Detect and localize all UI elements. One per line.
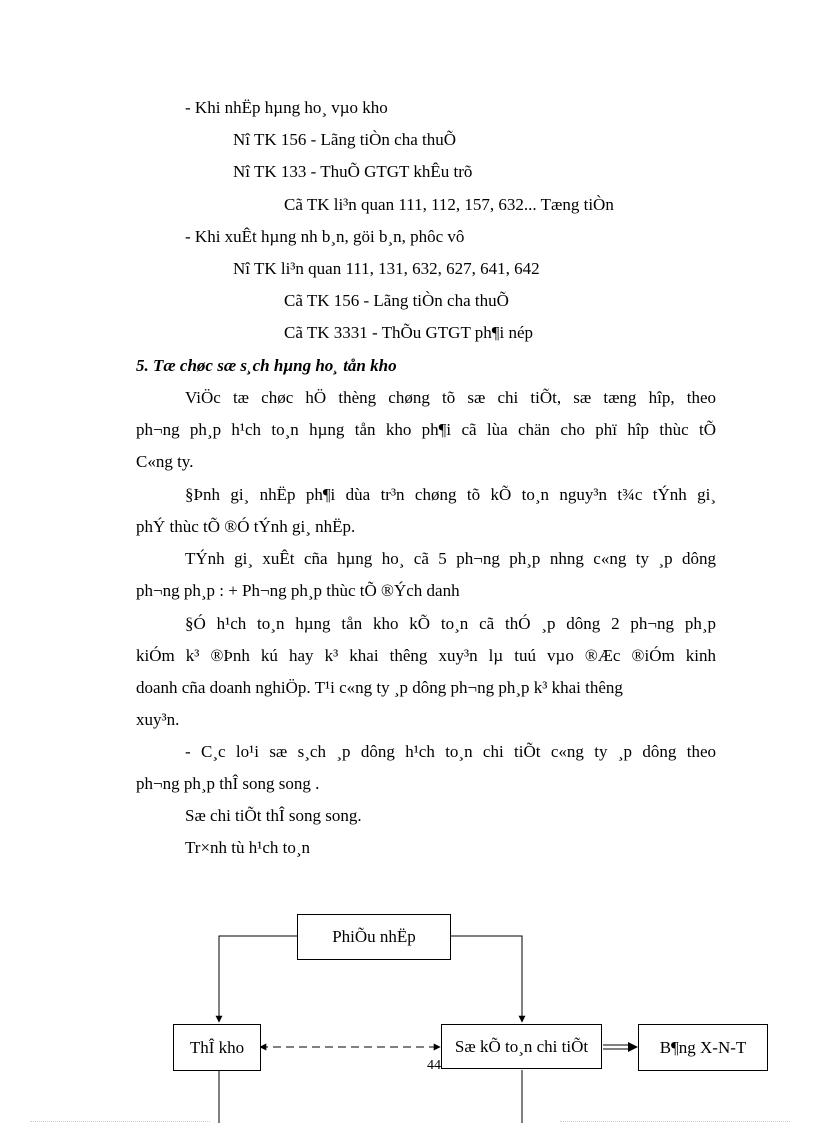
import-entry-intro: - Khi nhËp hµng ho¸ vµo kho	[185, 98, 388, 117]
diagram-node-the-kho: ThÎ kho	[173, 1024, 261, 1071]
paragraph-5-line-1: - C¸c lo¹i sæ s¸ch ¸p dông h¹ch to¸n chi tiÕt c«ng ty ¸p dông theo	[185, 742, 716, 761]
footer-rule-right	[560, 1121, 790, 1122]
paragraph-4-line-2: kiÓm k³ ®Þnh kú hay k³ khai thêng xuy³n lµ tuú vµo ®Æc ®iÓm kinh	[136, 646, 716, 665]
paragraph-5-line-2: ph¬ng ph¸p thÎ song song .	[136, 774, 320, 793]
paragraph-1-line-1: ViÖc tæ chøc hÖ thèng chøng tõ sæ chi tiÕt, sæ tæng hîp, theo	[185, 388, 716, 407]
paragraph-6-line-1: Sæ chi tiÕt thÎ song song.	[185, 806, 362, 825]
import-debit-line-2: Nî TK 133 - ThuÕ GTGT khÊu trõ	[233, 162, 473, 181]
paragraph-4-line-3: doanh cña doanh nghiÖp. T¹i c«ng ty ¸p dông ph¬ng ph¸p k³ khai thêng	[136, 678, 623, 697]
arrow-phieu-nhap-to-so-ke-toan	[449, 936, 522, 1022]
diagram-node-bang-xnt: B¶ng X-N-T	[638, 1024, 768, 1071]
paragraph-7-line-1: Tr×nh tù h¹ch to¸n	[185, 838, 311, 857]
paragraph-3-line-1: TÝnh gi¸ xuÊt cña hµng ho¸ cã 5 ph¬ng ph¸p nhng c«ng ty ¸p dông	[185, 549, 716, 568]
paragraph-4-line-1: §Ó h¹ch to¸n hµng tån kho kÕ to¸n cã thÓ ¸p dông 2 ph¬ng ph¸p	[185, 614, 716, 633]
footer-rule-left	[30, 1121, 210, 1122]
paragraph-2-line-2: phÝ thùc tÕ ®Ó tÝnh gi¸ nhËp.	[136, 517, 356, 536]
import-debit-line-1: Nî TK 156 - Lãng tiÒn cha thuÕ	[233, 130, 457, 149]
diagram-node-phieu-nhap: PhiÕu nhËp	[297, 914, 451, 960]
paragraph-3-line-2: ph¬ng ph¸p : + Ph¬ng ph¸p thùc tÕ ®Ých danh	[136, 581, 460, 600]
arrow-so-ke-toan-to-bang-head	[628, 1042, 638, 1052]
page-number: 44	[427, 1058, 441, 1073]
arrow-phieu-nhap-to-the-kho	[219, 936, 297, 1022]
diagram-node-so-ke-toan-chi-tiet: Sæ kÕ to¸n chi tiÕt	[441, 1024, 602, 1069]
paragraph-2-line-1: §Þnh gi¸ nhËp ph¶i dùa tr³n chøng tõ kÕ to¸n nguy³n t¾c tÝnh gi¸	[185, 485, 716, 504]
paragraph-1-line-3: C«ng ty.	[136, 452, 194, 471]
section-heading: 5. Tæ chøc sæ s¸ch hµng ho¸ tån kho	[136, 356, 397, 375]
export-entry-intro: - Khi xuÊt hµng nh b¸n, göi b¸n, phôc vô	[185, 227, 465, 246]
export-debit-line: Nî TK li³n quan 111, 131, 632, 627, 641, 642	[233, 259, 540, 278]
paragraph-1-line-2: ph¬ng ph¸p h¹ch to¸n hµng tån kho ph¶i cã lùa chän cho phï hîp thùc tÕ	[136, 420, 716, 439]
import-credit-line: Cã TK li³n quan 111, 112, 157, 632... Tæng tiÒn	[284, 195, 614, 214]
export-credit-line-1: Cã TK 156 - Lãng tiÒn cha thuÕ	[284, 291, 509, 310]
paragraph-4-line-4: xuy³n.	[136, 710, 180, 729]
export-credit-line-2: Cã TK 3331 - ThÕu GTGT ph¶i nép	[284, 323, 533, 342]
